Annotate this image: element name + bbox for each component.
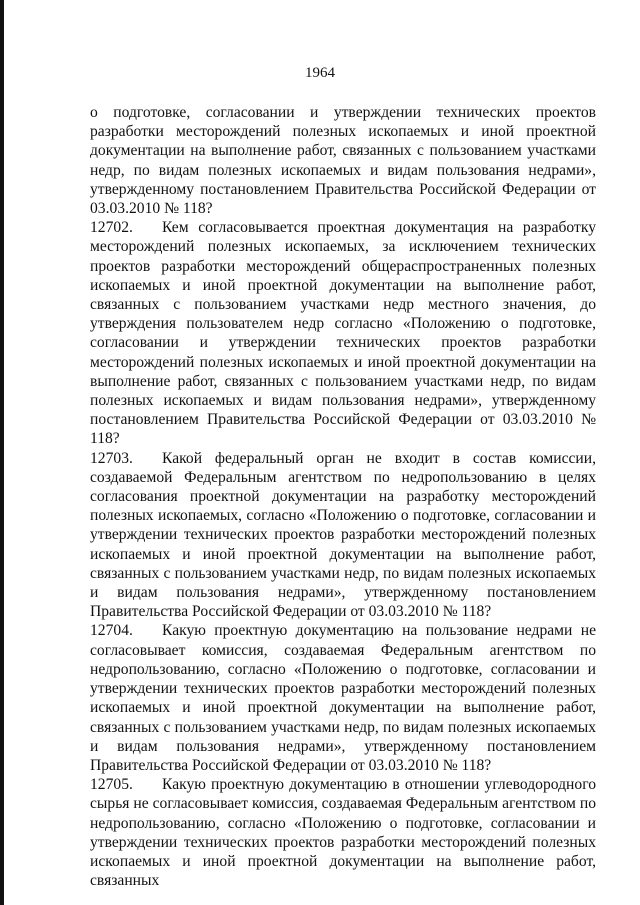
document-body [90,103,596,890]
page-edge-shadow [0,0,4,905]
question-text: Какой федеральный орган не входит в состав комиссии, создаваемой Федеральным агентством по недропользованию в целях согласования проектной документации на разработку месторождений полезных ископаемых, согласно «Положению о подготовке, согласовании и утверждении технических проектов разработки месторождений полезных ископаемых и иной проектной документации на выполнение работ, связанных с пользованием участками недр, по видам полезных ископаемых и видам пользования недрами», утвержденному постановлением Правительства Российской Федерации от 03.03.2010 № 118? [90,449,596,621]
question-text: Какую проектную документацию в отношении углеводородного сырья не согласовывает комиссия, создаваемая Федеральным агентством по недропользованию, согласно «Положению о подготовке, согласовании и утверждении технических проектов разработки месторождений полезных ископаемых и иной проектной документации на выполнение работ, связанных [90,776,596,890]
question-12705 [90,775,596,890]
question-text: Какую проектную документацию на пользование недрами не согласовывает комиссия, создаваемая Федеральным агентством по недропользованию, согласно «Положению о подготовке, согласовании и утверждении технических проектов разработки месторождений полезных ископаемых и иной проектной документации на выполнение работ, связанных с пользованием участками недр, по видам полезных ископаемых и видам пользования недрами», утвержденному постановлением Правительства Российской Федерации от 03.03.2010 № 118? [90,622,596,774]
question-text: Кем согласовывается проектная документация на разработку месторождений полезных ископаемых, за исключением технических проектов разработки месторождений общераспространенных полезных ископаемых и иной проектной документации на выполнение работ, связанных с пользованием участками недр местного значения, до утверждения пользователем недр согласно «Положению о подготовке, согласовании и утверждении технических проектов разработки месторождений полезных ископаемых и иной проектной документации на выполнение работ, связанных с пользованием участками недр, по видам полезных ископаемых и видам пользования недрами», утвержденному постановлением Правительства Российской Федерации от 03.03.2010 № 118? [90,219,596,448]
question-12702 [90,218,596,448]
question-12703 [90,449,596,622]
question-number: 12702. [90,219,133,237]
question-number: 12703. [90,449,133,467]
page-number: 1964 [305,65,335,81]
continuation-paragraph: о подготовке, согласовании и утверждении технических проектов разработки месторождений полезных ископаемых и иной проектной документации на выполнение работ, связанных с пользованием участками недр, по видам полезных ископаемых и видам пользования недрами», утвержденному постановлением Правительства Российской Федерации от 03.03.2010 № 118? [90,104,596,218]
question-number: 12705. [90,776,133,794]
question-12704 [90,621,596,775]
question-number: 12704. [90,622,133,640]
